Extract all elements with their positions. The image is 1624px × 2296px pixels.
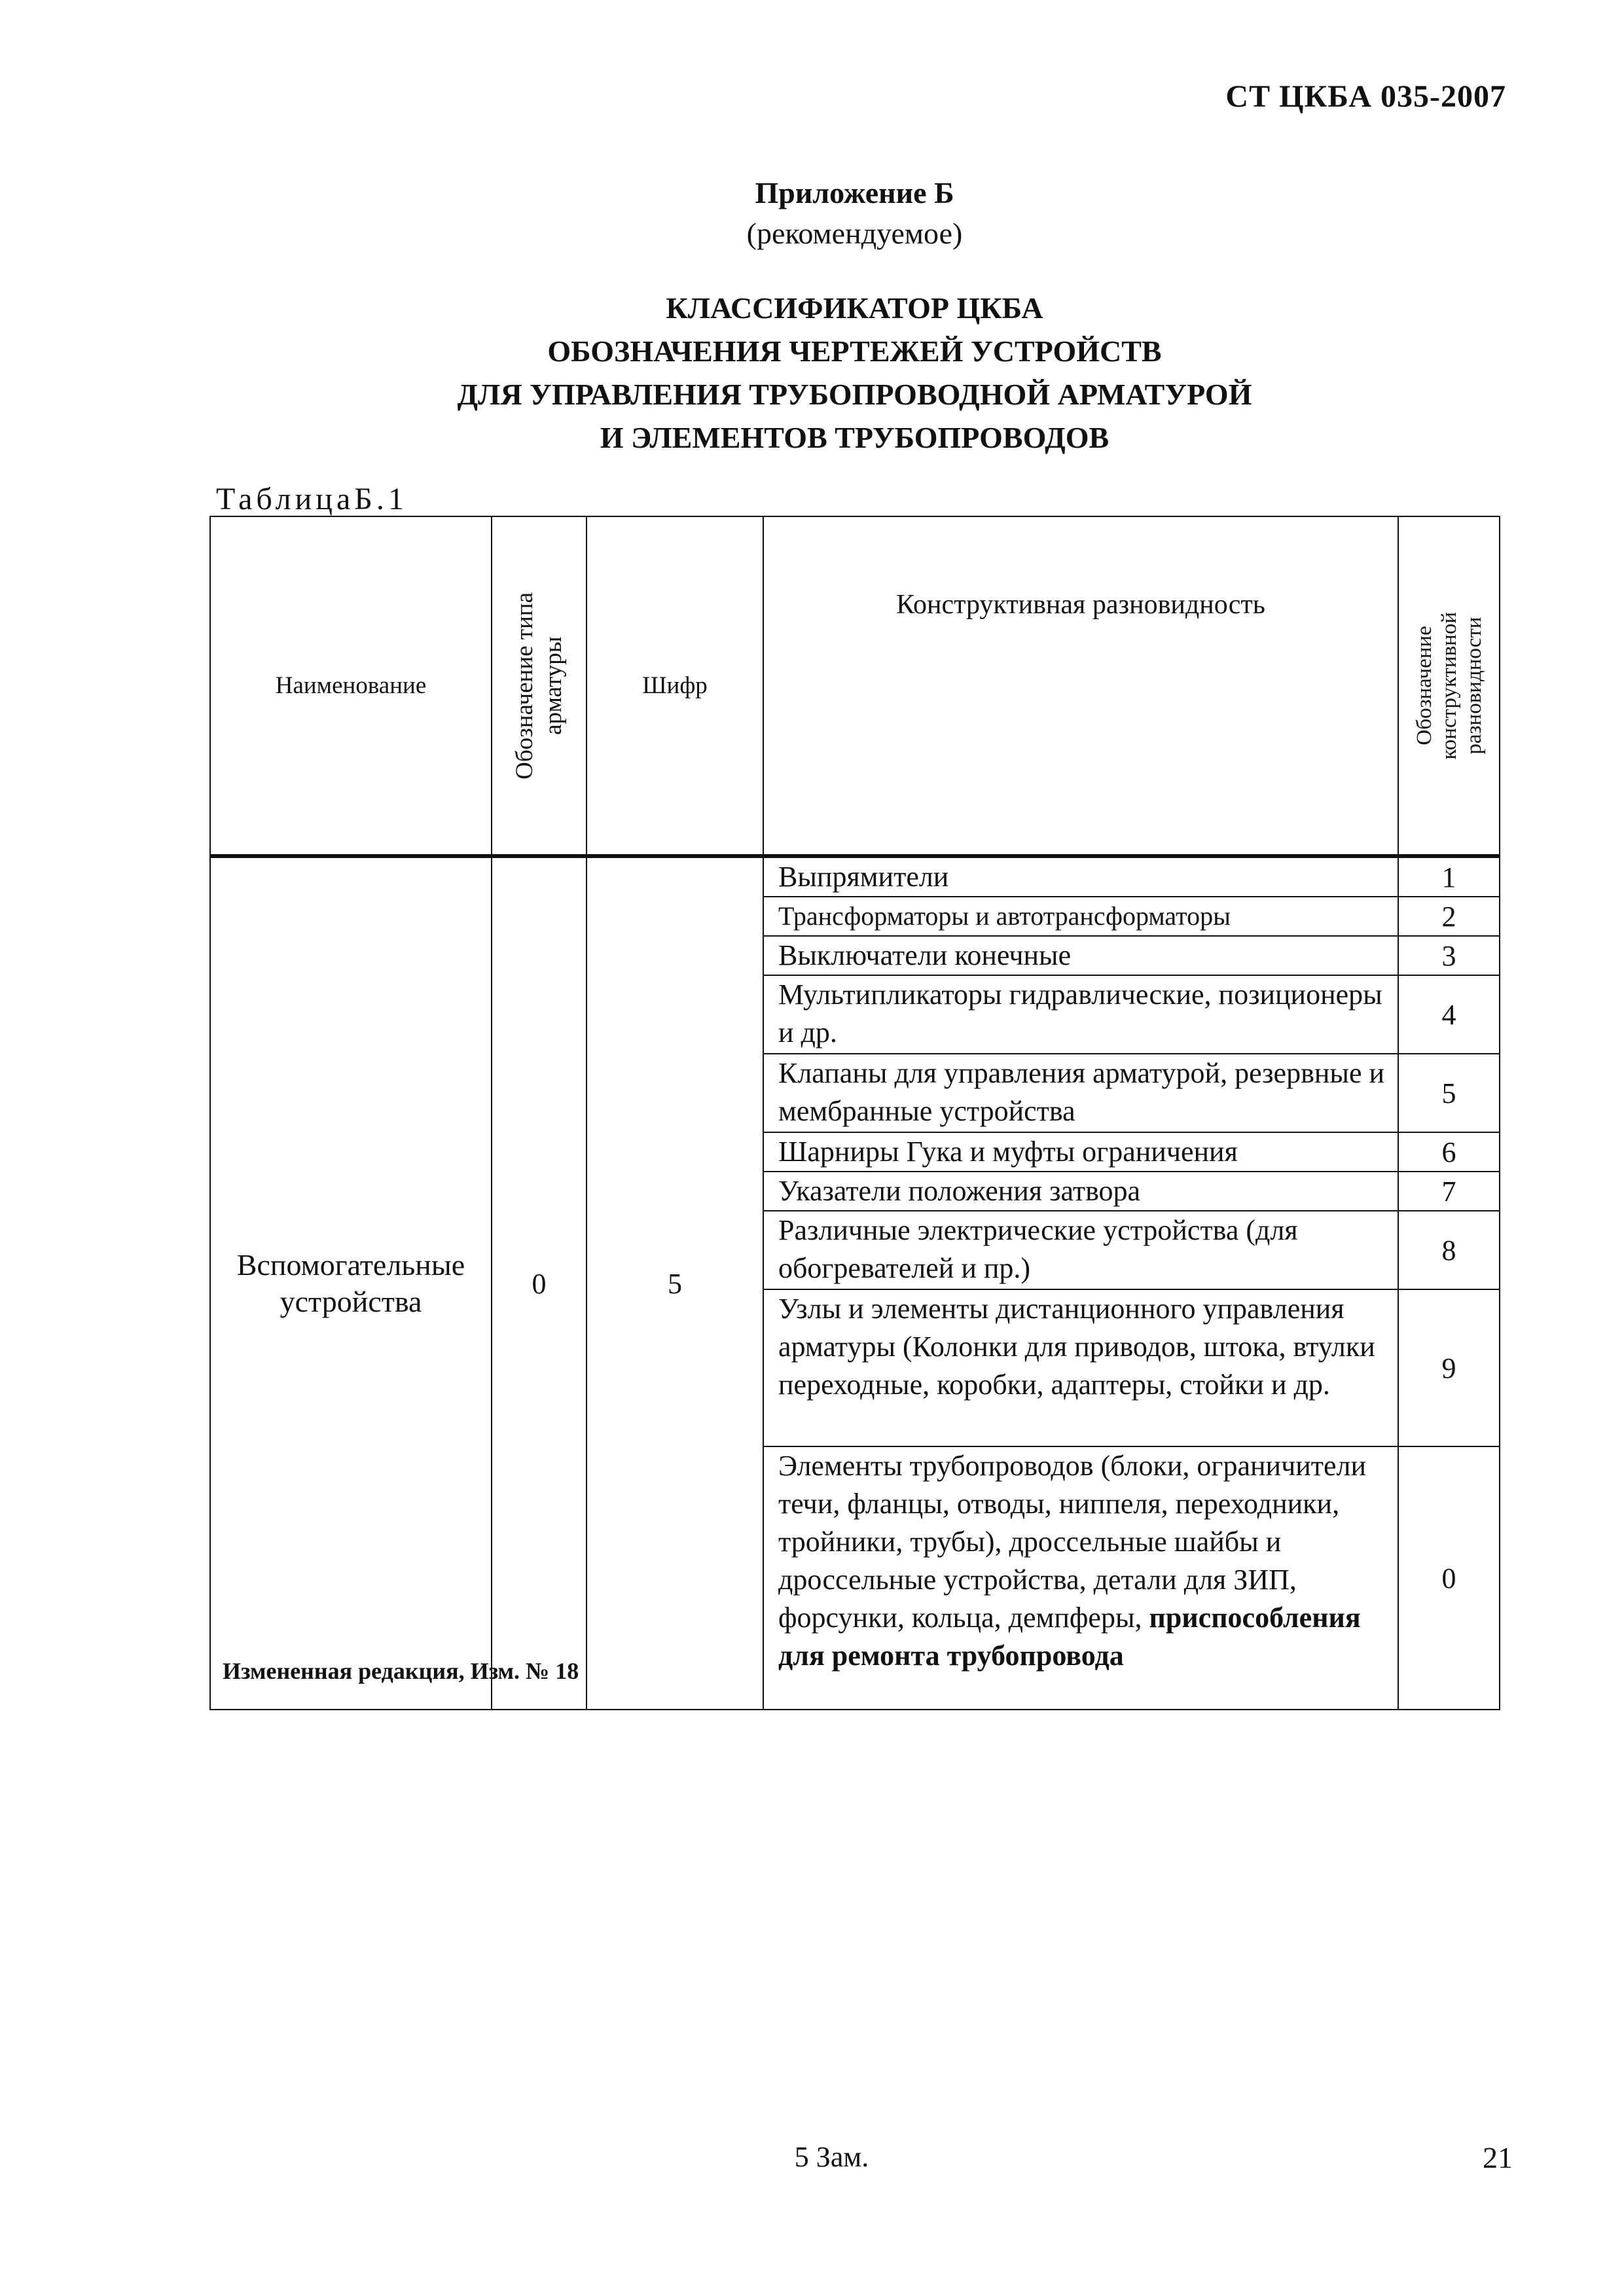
- variety-code: 9: [1398, 1289, 1500, 1446]
- header-variety-designation-line: Обозначение: [1412, 626, 1436, 745]
- variety-name-bold: приспособления для ремонта трубопровода: [778, 1602, 1361, 1672]
- variety-name: Шарниры Гука и муфты ограничения: [763, 1132, 1398, 1172]
- group-type-designation: 0: [492, 856, 586, 1710]
- variety-code: 6: [1398, 1132, 1500, 1172]
- variety-code: 7: [1398, 1172, 1500, 1211]
- classifier-title-line: ДЛЯ УПРАВЛЕНИЯ ТРУБОПРОВОДНОЙ АРМАТУРОЙ: [457, 378, 1252, 411]
- header-variety: Конструктивная разновидность: [763, 516, 1398, 856]
- variety-code: 0: [1398, 1446, 1500, 1710]
- variety-code: 1: [1398, 856, 1500, 897]
- variety-name: Различные электрические устройства (для обогревателей и пр.): [763, 1211, 1398, 1289]
- header-variety-designation: [1398, 516, 1500, 856]
- appendix-title: Приложение Б: [755, 176, 954, 209]
- page-number: 21: [1483, 2141, 1513, 2174]
- variety-code: 4: [1398, 975, 1500, 1054]
- variety-name: Указатели положения затвора: [763, 1172, 1398, 1211]
- header-type-designation: [492, 516, 586, 856]
- variety-code: 8: [1398, 1211, 1500, 1289]
- classifier-title: [0, 287, 1624, 459]
- header-variety-designation-line: конструктивной: [1437, 611, 1461, 760]
- variety-code: 5: [1398, 1054, 1500, 1132]
- appendix-subtitle: (рекомендуемое): [746, 217, 963, 250]
- variety-name: [763, 1446, 1398, 1710]
- variety-name: Выключатели конечные: [763, 936, 1398, 975]
- table-header-row: [210, 516, 1500, 856]
- variety-name-text: Элементы трубопроводов (блоки, ограничители течи, фланцы, отводы, ниппеля, переходники, тройники, трубы), дроссельные шайбы и дроссельные устройства, детали для ЗИП, форсунки, кольца, демпферы,: [778, 1450, 1367, 1634]
- table-row: [210, 856, 1500, 897]
- header-type-designation-line: арматуры: [539, 636, 567, 735]
- header-name: Наименование: [210, 516, 492, 856]
- classifier-title-line: КЛАССИФИКАТОР ЦКБА: [666, 291, 1043, 325]
- variety-name: Трансформаторы и автотрансформаторы: [763, 897, 1398, 936]
- footer-change-mark: 5 Зам.: [794, 2141, 869, 2173]
- revision-note: Измененная редакция, Изм. № 18: [223, 1658, 579, 1684]
- classifier-title-line: ОБОЗНАЧЕНИЯ ЧЕРТЕЖЕЙ УСТРОЙСТВ: [547, 334, 1162, 368]
- variety-name: Клапаны для управления арматурой, резервные и мембранные устройства: [763, 1054, 1398, 1132]
- group-name: Вспомогательные устройства: [210, 856, 492, 1710]
- variety-name: Узлы и элементы дистанционного управления арматуры (Колонки для приводов, штока, втулки переходные, коробки, адаптеры, стойки и др.: [763, 1289, 1398, 1446]
- header-variety-designation-line: разновидности: [1462, 617, 1486, 755]
- variety-code: 3: [1398, 936, 1500, 975]
- header-code: Шифр: [586, 516, 763, 856]
- header-type-designation-line: Обозначение типа: [511, 592, 538, 780]
- variety-name: Выпрямители: [763, 856, 1398, 897]
- table-label: ТаблицаБ.1: [216, 482, 408, 516]
- variety-code: 2: [1398, 897, 1500, 936]
- document-code: СТ ЦКБА 035-2007: [1225, 79, 1506, 114]
- classifier-table: [209, 516, 1500, 1710]
- variety-name: Мультипликаторы гидравлические, позиционеры и др.: [763, 975, 1398, 1054]
- classifier-title-line: И ЭЛЕМЕНТОВ ТРУБОПРОВОДОВ: [600, 421, 1110, 454]
- group-code: 5: [586, 856, 763, 1710]
